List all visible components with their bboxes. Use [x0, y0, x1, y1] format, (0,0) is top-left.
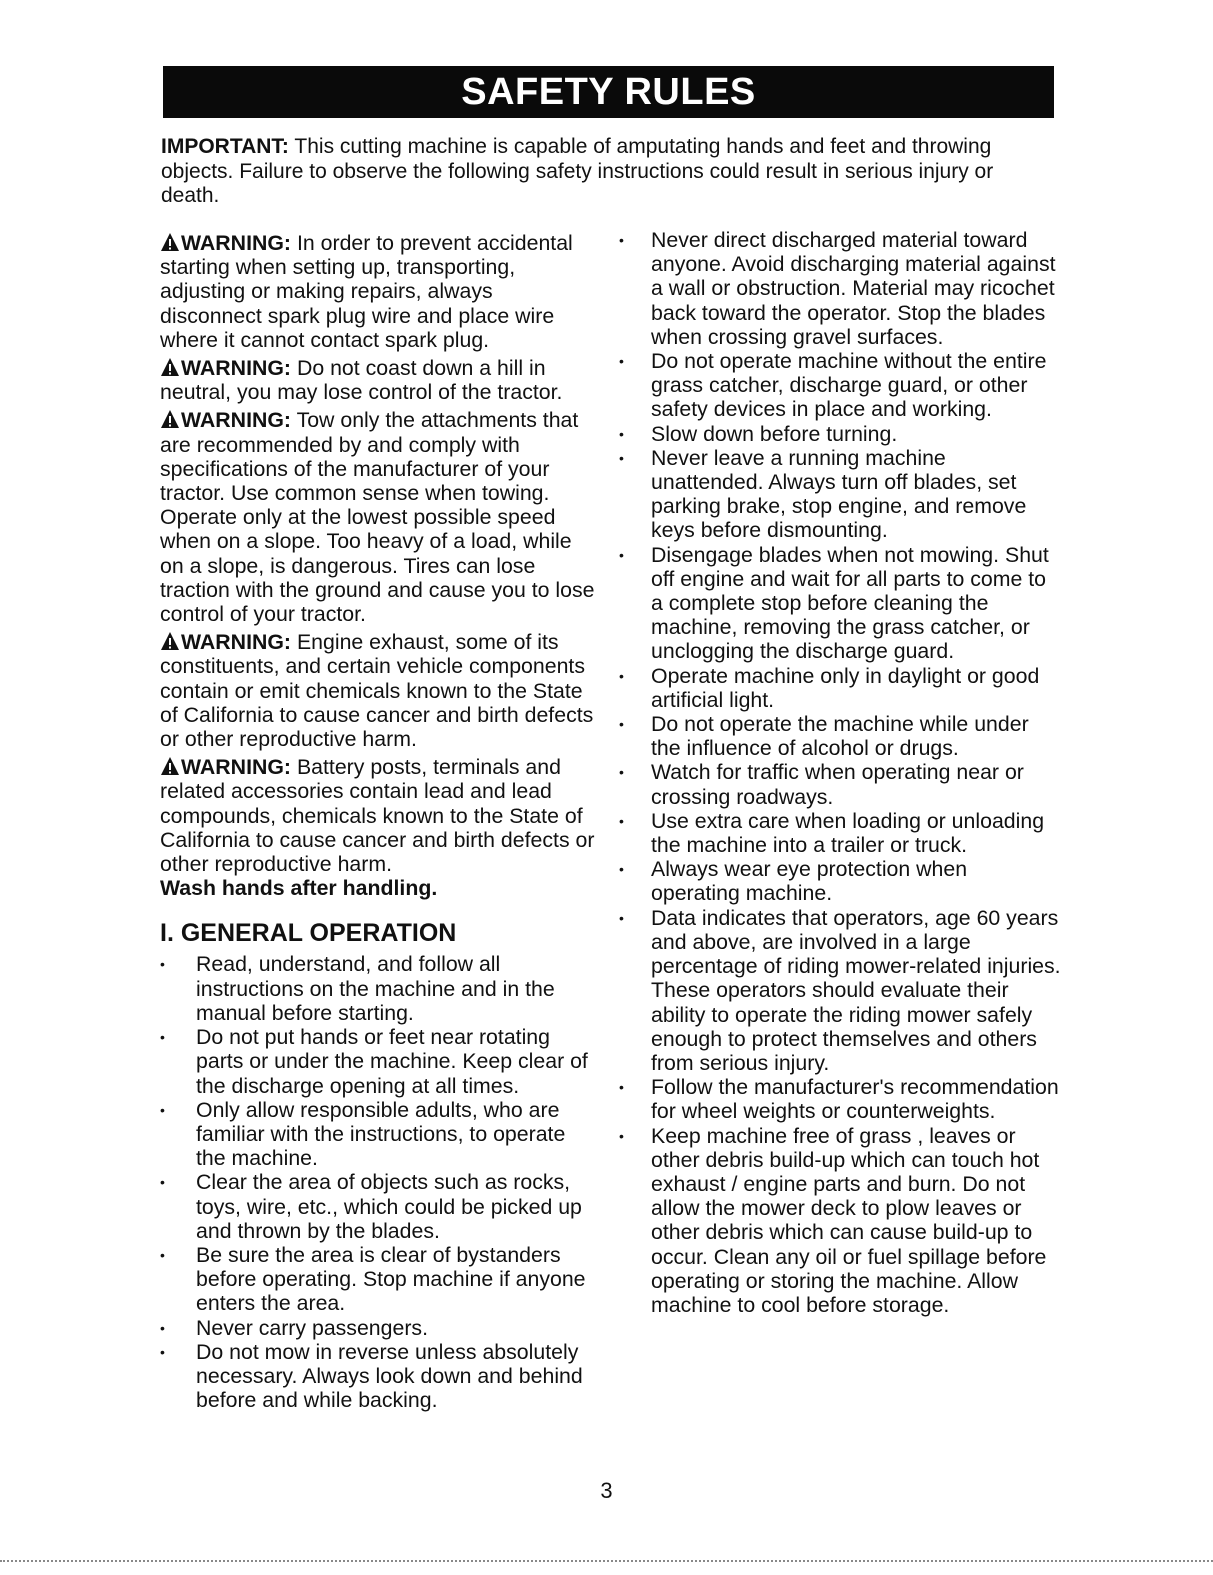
- warning-text: Do not coast down a hill in neutral, you may lose control of the tractor.: [160, 356, 563, 405]
- right-bullet-list: [651, 228, 1061, 1317]
- list-item: • Use extra care when loading or unloading the machine into a trailer or truck.: [651, 809, 1061, 857]
- list-item: • Do not mow in reverse unless absolutely necessary. Always look down and behind before and while backing.: [160, 1340, 600, 1413]
- warning-triangle-icon: [160, 756, 180, 776]
- left-column: [160, 231, 600, 1412]
- warning-paragraph: [160, 408, 600, 626]
- warning-paragraph: [160, 630, 600, 751]
- list-item: • Disengage blades when not mowing. Shut off engine and wait for all parts to come to a complete stop before cleaning the machine, removing the grass catcher, or unclogging the discharge guard.: [651, 543, 1061, 664]
- list-item: • Watch for traffic when operating near or crossing roadways.: [651, 760, 1061, 808]
- list-item: • Always wear eye protection when operating machine.: [651, 857, 1061, 905]
- warning-label: WARNING:: [181, 630, 292, 655]
- warning-paragraph: [160, 356, 600, 404]
- list-item: • Keep machine free of grass , leaves or other debris build-up which can touch hot exhaust / engine parts and burn. Do not allow the mower deck to plow leaves or other debris which can cause build-up to occur. Clean any oil or fuel spillage before operating or storing the machine. Allow machine to cool before storage.: [651, 1124, 1061, 1318]
- warning-triangle-icon: [160, 232, 180, 252]
- list-item: • Never carry passengers.: [160, 1316, 600, 1340]
- important-label: IMPORTANT:: [161, 135, 289, 158]
- left-bullet-list: [160, 952, 600, 1412]
- list-item: • Operate machine only in daylight or good artificial light.: [651, 664, 1061, 712]
- list-item: • Be sure the area is clear of bystanders before operating. Stop machine if anyone enters the area.: [160, 1243, 600, 1316]
- list-item: • Only allow responsible adults, who are familiar with the instructions, to operate the machine.: [160, 1098, 600, 1171]
- list-item: • Never leave a running machine unattended. Always turn off blades, set parking brake, stop engine, and remove keys before dismounting.: [651, 446, 1061, 543]
- warning-text: Battery posts, terminals and related accessories contain lead and lead compounds, chemicals known to the State of California to cause cancer and birth defects or other reproductive harm.: [160, 755, 595, 877]
- wash-hands-note: Wash hands after handling.: [160, 876, 438, 901]
- list-item: • Data indicates that operators, age 60 years and above, are involved in a large percentage of riding mower-related injuries. These operators should evaluate their ability to operate the riding mower safely enough to protect themselves and others from serious injury.: [651, 906, 1061, 1075]
- section-title: I. GENERAL OPERATION: [160, 919, 457, 948]
- list-item: • Slow down before turning.: [651, 422, 1061, 446]
- warning-label: WARNING:: [181, 356, 292, 381]
- warning-text: Tow only the attachments that are recommended by and comply with specifications of the manufacturer of your tractor. Use common sense when towing. Operate only at the lowest possible speed when on a slope. Too heavy of a load, while on a slope, is dangerous. Tires can lose traction with the ground and cause you to lose control of your tractor.: [160, 408, 595, 627]
- page-banner-title: SAFETY RULES: [163, 66, 1054, 118]
- warning-triangle-icon: [160, 631, 180, 651]
- list-item: • Read, understand, and follow all instructions on the machine and in the manual before starting.: [160, 952, 600, 1025]
- warning-text: In order to prevent accidental starting when setting up, transporting, adjusting or making repairs, always disconnect spark plug wire and place wire where it cannot contact spark plug.: [160, 231, 573, 352]
- warning-paragraph: [160, 755, 600, 876]
- list-item: • Do not put hands or feet near rotating parts or under the machine. Keep clear of the discharge opening at all times.: [160, 1025, 600, 1098]
- list-item: • Follow the manufacturer's recommendation for wheel weights or counterweights.: [651, 1075, 1061, 1123]
- warning-triangle-icon: [160, 409, 180, 429]
- bottom-divider: [0, 1560, 1213, 1562]
- warning-triangle-icon: [160, 357, 180, 377]
- list-item: • Never direct discharged material toward anyone. Avoid discharging material against a wall or obstruction. Material may ricochet back toward the operator. Stop the blades when crossing gravel surfaces.: [651, 228, 1061, 349]
- list-item: • Do not operate the machine while under the influence of alcohol or drugs.: [651, 712, 1061, 760]
- warning-label: WARNING:: [181, 408, 292, 433]
- warning-paragraph: [160, 231, 600, 352]
- warning-label: WARNING:: [181, 755, 292, 780]
- warning-label: WARNING:: [181, 231, 292, 255]
- important-notice: [161, 135, 1051, 209]
- warning-text: Engine exhaust, some of its constituents, and certain vehicle components contain or emit chemicals known to the State of California to cause cancer and birth defects or other reproductive harm.: [160, 630, 594, 752]
- page-number: 3: [600, 1478, 613, 1503]
- important-text: This cutting machine is capable of amputating hands and feet and throwing objects. Failure to observe the following safety instructions could result in serious injury or death.: [161, 135, 994, 207]
- list-item: • Clear the area of objects such as rocks, toys, wire, etc., which could be picked up and thrown by the blades.: [160, 1170, 600, 1243]
- list-item: • Do not operate machine without the entire grass catcher, discharge guard, or other safety devices in place and working.: [651, 349, 1061, 422]
- right-column: [651, 228, 1061, 1317]
